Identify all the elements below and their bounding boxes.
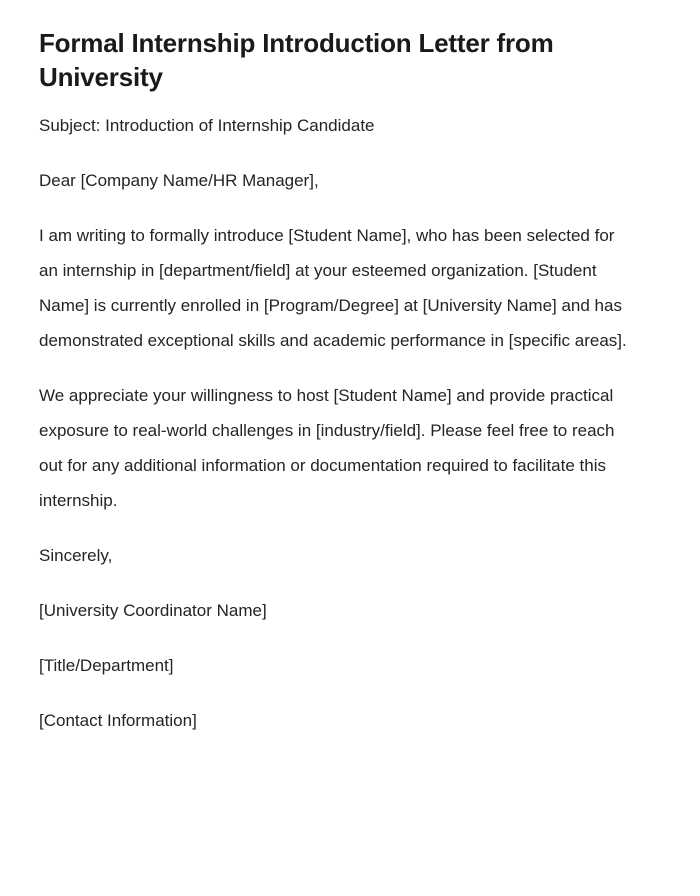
page-title: Formal Internship Introduction Letter from University: [39, 28, 554, 92]
letter-salutation: Dear [Company Name/HR Manager],: [39, 171, 319, 190]
signature-coordinator-name: [University Coordinator Name]: [39, 601, 267, 620]
letter-closing: Sincerely,: [39, 546, 113, 565]
letter-signature-block: [39, 538, 636, 738]
letter-paragraph-2: We appreciate your willingness to host [Student Name] and provide practical exposure to real-world challenges in [industry/field]. Please feel free to reach out for any additional information or documentation required to facilitate this internship.: [39, 386, 615, 510]
letter-body: [39, 108, 636, 738]
letter-subject-line: Subject: Introduction of Internship Candidate: [39, 116, 375, 135]
letter-paragraph-1: I am writing to formally introduce [Student Name], who has been selected for an internship in [department/field] at your esteemed organization. [Student Name] is currently enrolled in [Program/Degree] at [University Name] and has demonstrated exceptional skills and academic performance in [specific areas].: [39, 226, 627, 350]
signature-contact-information: [Contact Information]: [39, 711, 197, 730]
signature-title-department: [Title/Department]: [39, 656, 174, 675]
